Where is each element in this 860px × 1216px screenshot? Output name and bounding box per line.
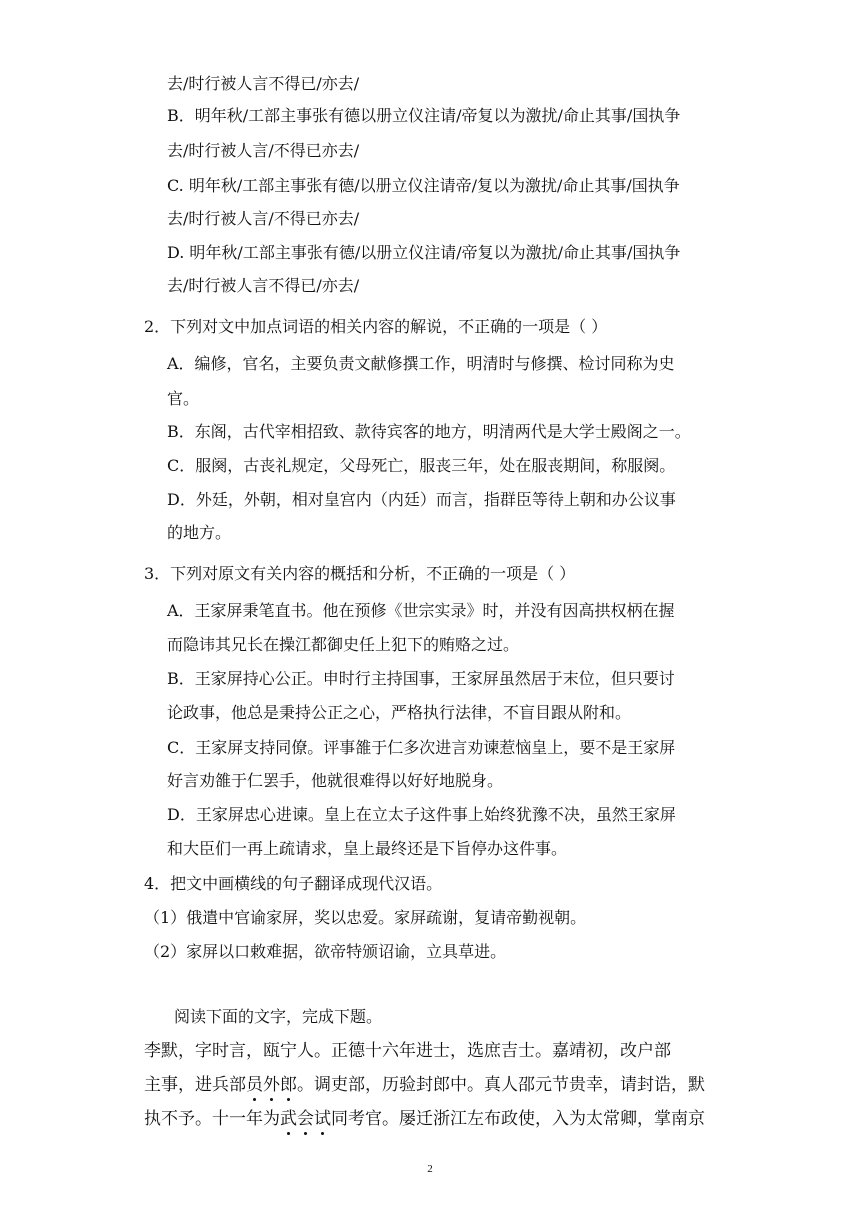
passage-line [144,1075,705,1095]
emphasis-dotted-char: 员 [246,1075,263,1095]
q3-option-b: B．王家屏持心公正。申时行主持国事，王家屏虽然居于末位，但只要讨 [167,669,675,688]
q2-option-c: C．服阕，古丧礼规定，父母死亡，服丧三年，处在服丧期间，称服阕。 [167,456,676,475]
q1-option-line: 去/时行被人言/不得已亦去/ [167,141,360,160]
q3-option-a: A．王家屏秉笔直书。他在预修《世宗实录》时，并没有因高拱权柄在握 [167,601,675,620]
passage-line: 李默，字时言，瓯宁人。正德十六年进士，选庶吉士。嘉靖初，改户部 [144,1041,671,1061]
q1-option-line: 去/时行被人言不得已/亦去/ [167,74,360,93]
q1-option-b: B．明年秋/工部主事张有德以册立仪注请/帝复以为激扰/命止其事/国执争 [167,106,681,125]
passage-text: 同考官。屡迁浙江左布政使，入为太常卿，掌南京 [331,1109,705,1129]
q4-item-2: （2）家屏以口敕难据，欲帝特颁诏谕，立具草进。 [144,942,507,961]
q3-option-line: 而隐讳其兄长在操江都御史任上犯下的贿赂之过。 [167,635,520,654]
q3-option-d: D．王家屏忠心进谏。皇上在立太子这件事上始终犹豫不决，虽然王家屏 [167,805,676,824]
q1-option-c: C. 明年秋/工部主事张有德/以册立仪注请帝/复以为激扰/命止其事/国执争 [167,176,680,195]
q3-option-c: C．王家屏支持同僚。评事雒于仁多次进言劝谏惹恼皇上，要不是王家屏 [167,738,676,757]
emphasis-dotted-char: 试 [314,1109,331,1129]
q1-option-d: D. 明年秋/工部主事张有德/以册立仪注请/帝复以为激扰/命止其事/国执争 [167,243,681,262]
page-number: 2 [427,1163,433,1175]
q2-stem: 2．下列对文中加点词语的相关内容的解说，不正确的一项是（ ） [144,317,608,336]
emphasis-dotted-char: 会 [297,1109,314,1129]
q2-option-b: B．东阁，古代宰相招致、款待宾客的地方，明清两代是大学士殿阁之一。 [167,422,691,441]
q1-option-line: 去/时行被人言不得已/亦去/ [167,276,360,295]
q2-option-d: D．外廷，外朝，相对皇宫内（内廷）而言，指群臣等待上朝和办公议事 [167,490,676,509]
q4-item-1: （1）俄遣中官谕家屏，奖以忠爱。家屏疏谢，复请帝勤视朝。 [144,908,587,927]
q3-stem: 3．下列对原文有关内容的概括和分析，不正确的一项是（ ） [144,564,576,583]
emphasis-dotted-char: 外 [263,1075,280,1095]
passage-text: 执不予。十一年为 [144,1109,280,1129]
passage-line [144,1109,705,1129]
q3-option-line: 好言劝雒于仁罢手，他就很难得以好好地脱身。 [167,771,504,790]
passage-text: 主事，进兵部 [144,1075,246,1095]
q4-stem: 4．把文中画横线的句子翻译成现代汉语。 [144,874,443,893]
q2-option-a: A．编修，官名，主要负责文献修撰工作，明清时与修撰、检讨同称为史 [167,354,675,373]
q3-option-line: 和大臣们一再上疏请求，皇上最终还是下旨停办这件事。 [167,839,568,858]
q3-option-line: 论政事，他总是秉持公正之心，严格执行法律，不盲目跟从附和。 [167,703,632,722]
emphasis-dotted-char: 武 [280,1109,297,1129]
q1-option-line: 去/时行被人言/不得已亦去/ [167,209,360,228]
passage-text: 。调吏部，历验封郎中。真人邵元节贵幸，请封诰，默 [297,1075,705,1095]
emphasis-dotted-char: 郎 [280,1075,297,1095]
q2-option-line: 官。 [167,389,200,408]
q2-option-line: 的地方。 [167,523,232,542]
passage-intro: 阅读下面的文字，完成下题。 [174,1007,383,1026]
